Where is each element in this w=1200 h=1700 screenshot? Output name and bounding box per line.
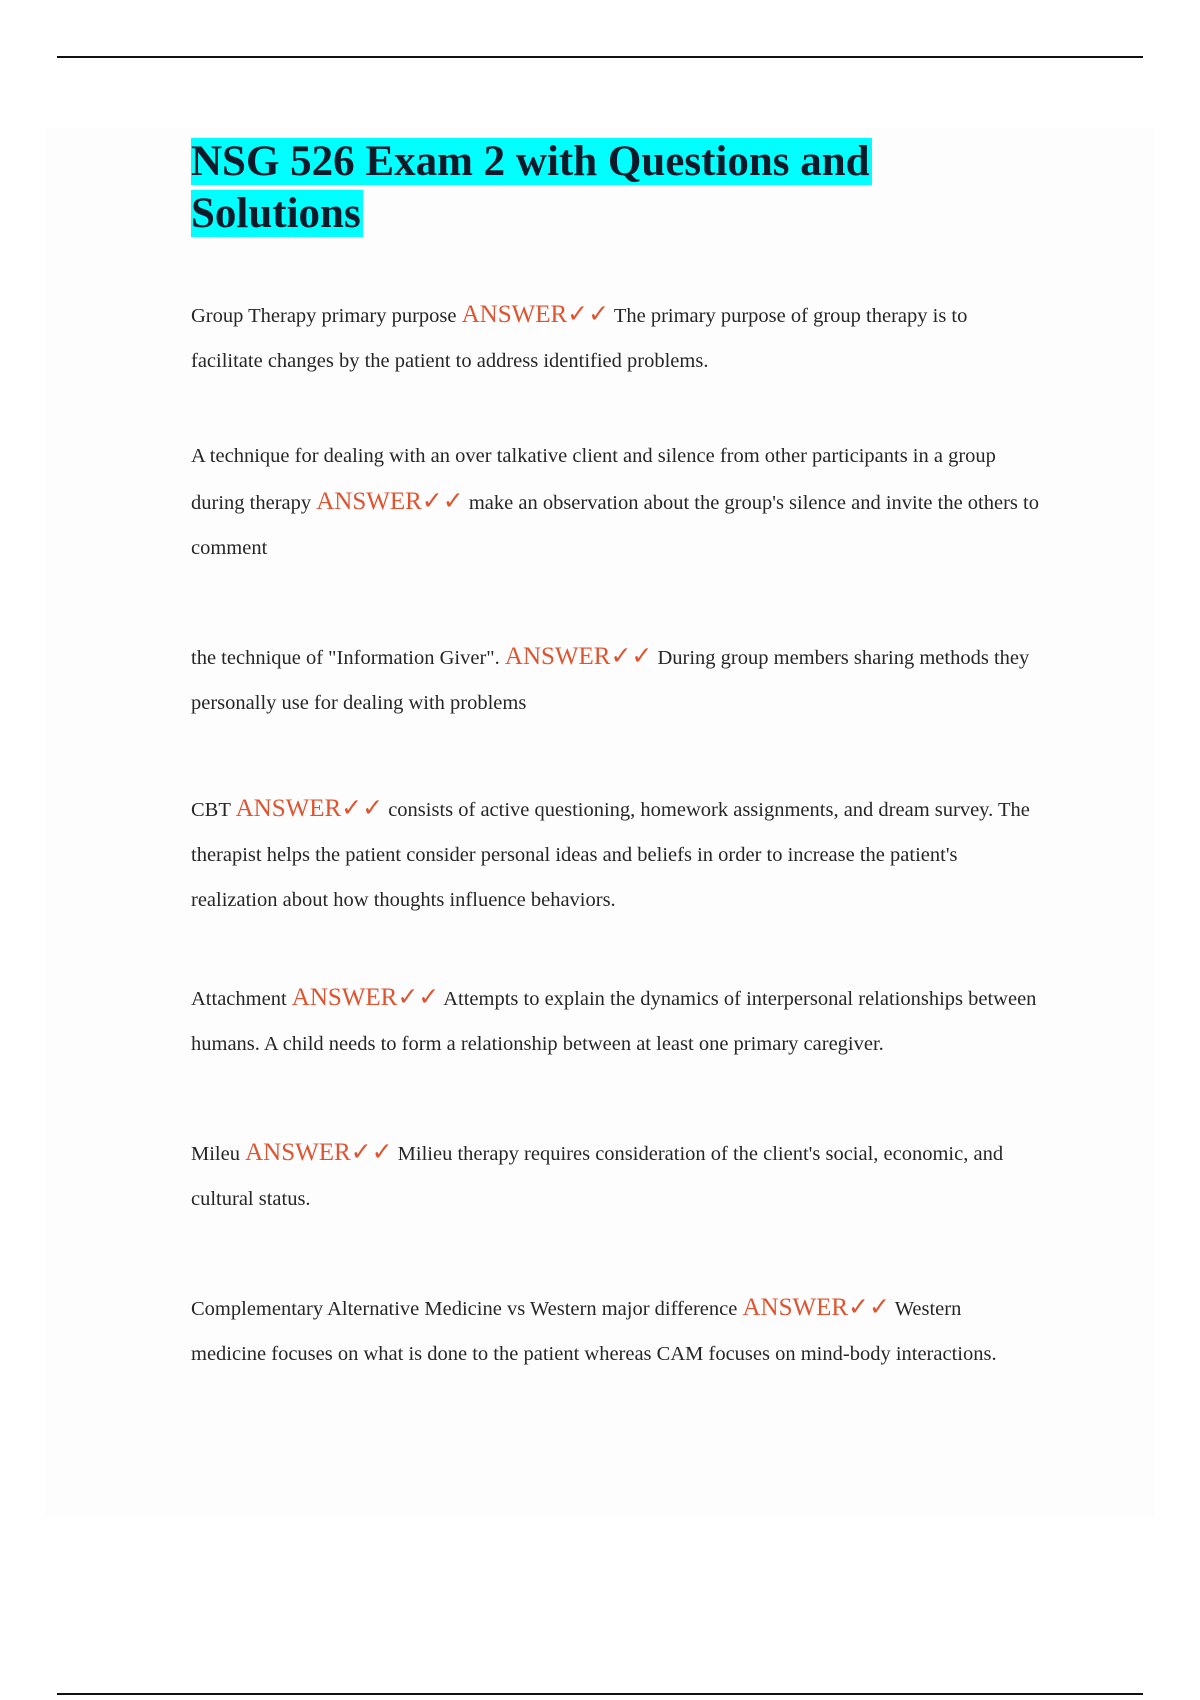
qa-item (191, 975, 1041, 1067)
answer-marker: ANSWER✓✓ (742, 1294, 890, 1321)
answer-marker: ANSWER✓✓ (291, 984, 440, 1011)
question-text: A technique for dealing with an over talkative client and silence from other participants in a group during therapy (191, 445, 996, 514)
question-text: the technique of "Information Giver". (191, 647, 500, 669)
qa-item (191, 1130, 1041, 1222)
title-highlight: NSG 526 Exam 2 with Questions and Solutions (191, 138, 870, 237)
question-text: Attachment (191, 988, 287, 1010)
document-title (191, 136, 1041, 240)
answer-text: make an observation about the group's silence and invite the others to comment (191, 492, 1039, 559)
answer-text: Western medicine focuses on what is done to the patient whereas CAM focuses on mind-body interactions. (191, 1298, 997, 1365)
answer-marker: ANSWER✓✓ (504, 643, 653, 670)
question-text: CBT (191, 799, 231, 821)
answer-marker: ANSWER✓✓ (316, 488, 464, 515)
answer-text: Milieu therapy requires consideration of the client's social, economic, and cultural status. (191, 1143, 1004, 1210)
top-rule (57, 56, 1143, 58)
answer-marker: ANSWER✓✓ (461, 301, 610, 328)
bottom-rule (57, 1693, 1143, 1695)
answer-marker: ANSWER✓✓ (235, 795, 384, 822)
question-text: Mileu (191, 1143, 240, 1165)
qa-item (191, 786, 1041, 923)
answer-text: Attempts to explain the dynamics of interpersonal relationships between humans. A child needs to form a relationship between at least one primary caregiver. (191, 988, 1037, 1055)
document-content (191, 136, 1041, 1377)
qa-item (191, 1285, 1041, 1377)
answer-text: The primary purpose of group therapy is to facilitate changes by the patient to address identified problems. (191, 305, 968, 372)
question-text: Complementary Alternative Medicine vs Western major difference (191, 1298, 738, 1320)
qa-item (191, 634, 1041, 726)
answer-marker: ANSWER✓✓ (245, 1139, 393, 1166)
question-text: Group Therapy primary purpose (191, 305, 457, 327)
qa-item (191, 292, 1041, 384)
answer-text: consists of active questioning, homework assignments, and dream survey. The therapist helps the patient consider personal ideas and beliefs in order to increase the patient's realization about how thoughts influence behaviors. (191, 799, 1030, 911)
answer-text: During group members sharing methods they personally use for dealing with problems (191, 647, 1030, 714)
qa-item (191, 434, 1041, 571)
